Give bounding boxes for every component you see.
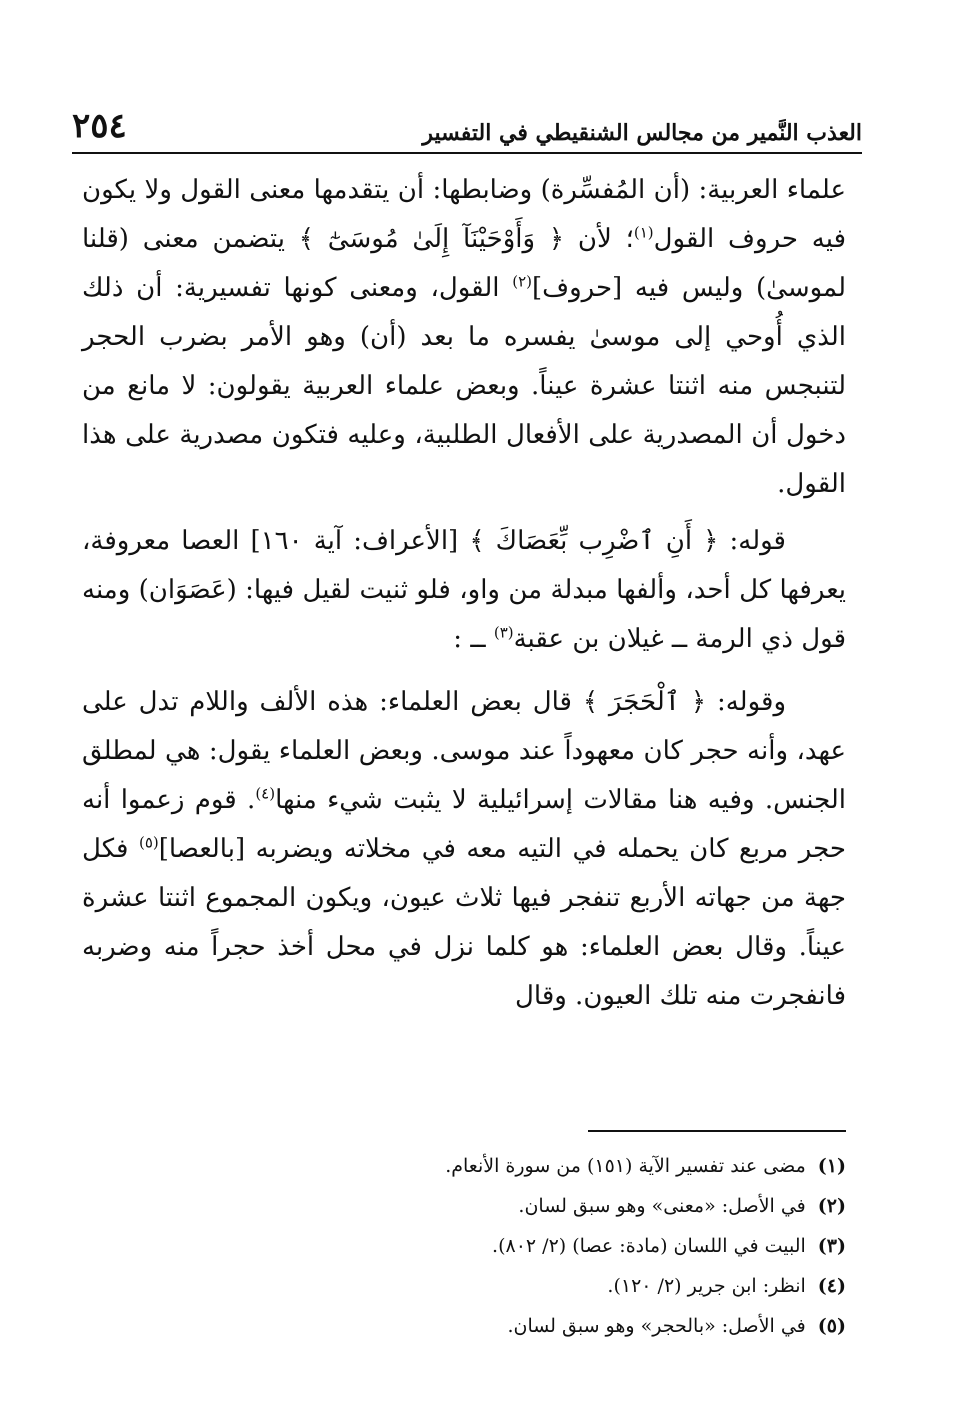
running-title: العذب النَّمير من مجالس الشنقيطي في التفسير xyxy=(422,120,862,146)
footnote-item: (٤) انظر: ابن جرير (٢/ ١٢٠). xyxy=(607,1275,846,1297)
paragraph-1: علماء العربية: (أن المُفسِّرة) وضابطها: أن يتقدمها معنى القول ولا يكون فيه حروف القول$^{(١)}$؛ لأن ﴿ وَأَوْحَيْنَآ إِلَىٰ مُوسَىٰٓ ﴾ يتضمن معنى (قلنا لموسىٰ) وليس فيه [حروف]$^{(٢)}$ القول، ومعنى كونها تفسيرية: أن ذلك الذي أُوحي إلى موسىٰ يفسره ما بعد (أن) وهو الأمر بضرب الحجر لتنبجس منه اثنتا عشرة عيناً. وبعض علماء العربية يقولون: لا مانع من دخول أن المصدرية على الأفعال الطلبية، وعليه فتكون مصدرية على هذا القول. xyxy=(82,175,846,499)
page-header xyxy=(72,96,862,154)
footnote-ref-1: (١) xyxy=(633,223,654,242)
page-number: ٢٥٤ xyxy=(72,106,127,146)
footnote-ref-2: (٢) xyxy=(512,272,532,291)
footnote-ref-3: (٣) xyxy=(493,623,514,642)
footnote-item: (٥) في الأصل: «بالحجر» وهو سبق لسان. xyxy=(507,1315,846,1337)
footnote-ref-4: (٤) xyxy=(255,784,276,803)
footnote-divider xyxy=(588,1130,846,1132)
footnote-item: (٢) في الأصل: «معنى» وهو سبق لسان. xyxy=(518,1195,846,1217)
footnote-ref-5: (٥) xyxy=(138,833,159,852)
footnotes xyxy=(120,1146,846,1346)
paragraph-2: قوله: ﴿ أَنِ ٱضْرِب بِّعَصَاكَ ﴾ [الأعراف: آية ١٦٠] العصا معروفة، يعرفها كل أحد، وألفها مبدلة من واو، فلو ثنيت لقيل فيها: (عَصَوَان) ومنه قول ذي الرمة ــ غيلان بن عقبة$^{(٣)}$ ــ : xyxy=(82,526,846,654)
main-text xyxy=(82,166,846,1029)
footnote-item: (٣) البيت في اللسان (مادة: عصا) (٢/ ٨٠٢). xyxy=(492,1235,846,1257)
paragraph-3: وقوله: ﴿ ٱلْحَجَرَ ﴾ قال بعض العلماء: هذه الألف واللام تدل على عهد، وأنه حجر كان معهوداً عند موسى. وبعض العلماء يقول: هي لمطلق الجنس. وفيه هنا مقالات إسرائيلية لا يثبت شيء منها$^{(٤)}$. قوم زعموا أنه حجر مربع كان يحمله في التيه معه في مخلاته ويضربه [بالعصا]$^{(٥)}$ فكل جهة من جهاته الأربع تنفجر فيها ثلاث عيون، ويكون المجموع اثنتا عشرة عيناً. وقال بعض العلماء: هو كلما نزل في محل أخذ حجراً منه وضربه فانفجرت منه تلك العيون. وقال xyxy=(82,687,847,1011)
footnote-item: (١) مضى عند تفسير الآية (١٥١) من سورة الأنعام. xyxy=(445,1155,846,1177)
